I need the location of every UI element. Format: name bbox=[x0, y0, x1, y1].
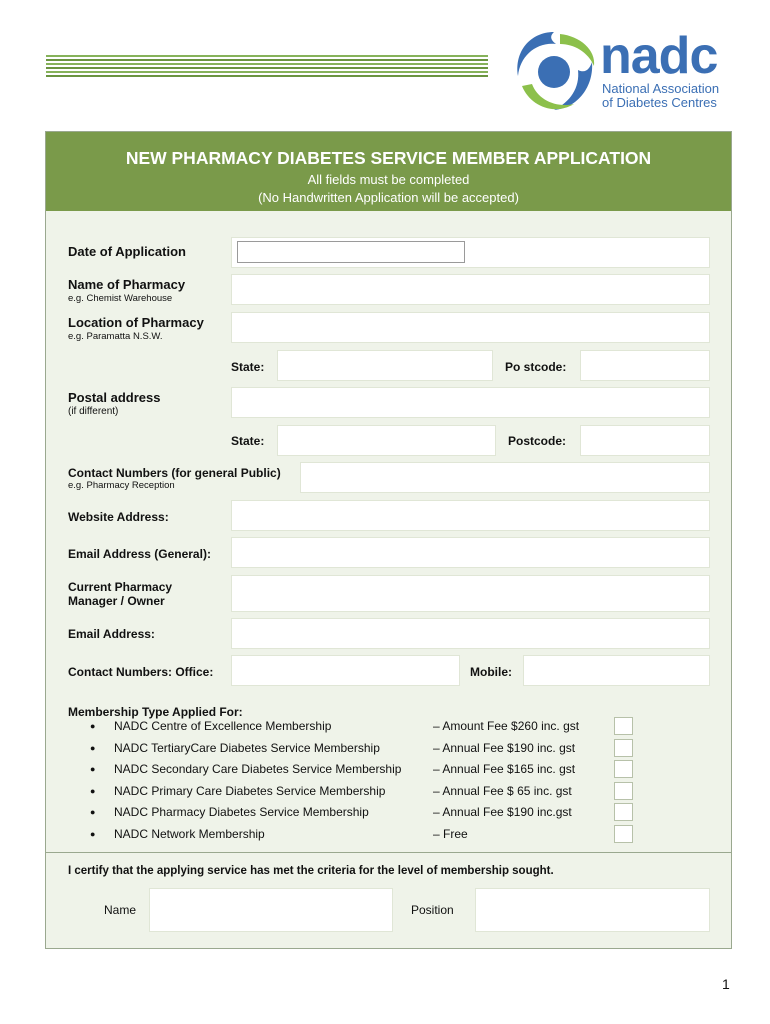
position-label: Position bbox=[411, 903, 454, 917]
postcode-input-2[interactable] bbox=[580, 425, 710, 456]
bullet-icon: ● bbox=[90, 807, 96, 817]
membership-checkbox[interactable] bbox=[614, 825, 633, 843]
date-input[interactable] bbox=[237, 241, 465, 263]
website-input[interactable] bbox=[231, 500, 710, 531]
location-label: Location of Pharmacy bbox=[68, 315, 204, 330]
date-label: Date of Application bbox=[68, 244, 186, 259]
bullet-icon: ● bbox=[90, 786, 96, 796]
contact-public-example: e.g. Pharmacy Reception bbox=[68, 480, 175, 491]
state-label-2: State: bbox=[231, 434, 265, 448]
membership-item-fee: – Free bbox=[433, 827, 468, 841]
postcode-label-1: Po stcode: bbox=[505, 360, 567, 374]
pharmacy-name-input[interactable] bbox=[231, 274, 710, 305]
membership-checkbox[interactable] bbox=[614, 717, 633, 735]
date-field-bg bbox=[231, 237, 710, 268]
membership-checkbox[interactable] bbox=[614, 803, 633, 821]
nadc-logo bbox=[508, 26, 738, 116]
state-label-1: State: bbox=[231, 360, 265, 374]
website-label: Website Address: bbox=[68, 510, 169, 524]
location-input[interactable] bbox=[231, 312, 710, 343]
position-input[interactable] bbox=[475, 888, 710, 932]
manager-input[interactable] bbox=[231, 575, 710, 612]
section-divider bbox=[46, 852, 731, 853]
logo-subtitle-line2: of Diabetes Centres bbox=[602, 95, 717, 110]
mobile-label: Mobile: bbox=[470, 665, 512, 679]
email-label: Email Address: bbox=[68, 627, 155, 641]
name-label: Name bbox=[104, 903, 137, 917]
postcode-input-1[interactable] bbox=[580, 350, 710, 381]
bullet-icon: ● bbox=[90, 764, 96, 774]
bullet-icon: ● bbox=[90, 721, 96, 731]
membership-item-fee: – Amount Fee $260 inc. gst bbox=[433, 719, 580, 733]
form-instructions-1: All fields must be completed bbox=[307, 172, 470, 187]
location-example: e.g. Paramatta N.S.W. bbox=[68, 331, 163, 342]
postcode-label-2: Postcode: bbox=[508, 434, 567, 448]
header-rule bbox=[46, 55, 488, 81]
email-input[interactable] bbox=[231, 618, 710, 649]
bullet-icon: ● bbox=[90, 829, 96, 839]
membership-item-fee: – Annual Fee $190 inc. gst bbox=[433, 741, 576, 755]
membership-checkbox[interactable] bbox=[614, 760, 633, 778]
membership-heading: Membership Type Applied For: bbox=[68, 705, 243, 719]
membership-checkbox[interactable] bbox=[614, 782, 633, 800]
membership-item-name: NADC TertiaryCare Diabetes Service Membership bbox=[114, 741, 380, 755]
state-input-1[interactable] bbox=[277, 350, 493, 381]
membership-item-name: NADC Centre of Excellence Membership bbox=[114, 719, 332, 733]
manager-label-2: Manager / Owner bbox=[68, 594, 165, 608]
application-form bbox=[45, 131, 732, 949]
postal-sub: (if different) bbox=[68, 406, 119, 417]
contact-public-input[interactable] bbox=[300, 462, 710, 493]
contact-office-label: Contact Numbers: Office: bbox=[68, 665, 214, 679]
email-general-label: Email Address (General): bbox=[68, 547, 211, 561]
membership-item-name: NADC Network Membership bbox=[114, 827, 265, 841]
logo-wordmark: nadc bbox=[600, 27, 718, 85]
email-general-input[interactable] bbox=[231, 537, 710, 568]
pharmacy-name-example: e.g. Chemist Warehouse bbox=[68, 293, 173, 304]
logo-subtitle bbox=[602, 82, 719, 110]
membership-item-name: NADC Secondary Care Diabetes Service Membership bbox=[114, 762, 402, 776]
postal-address-input[interactable] bbox=[231, 387, 710, 418]
mobile-input[interactable] bbox=[523, 655, 710, 686]
form-banner bbox=[46, 132, 731, 211]
membership-item-name: NADC Pharmacy Diabetes Service Membership bbox=[114, 805, 369, 819]
bullet-icon: ● bbox=[90, 743, 96, 753]
membership-item-name: NADC Primary Care Diabetes Service Membership bbox=[114, 784, 386, 798]
membership-item-fee: – Annual Fee $165 inc. gst bbox=[433, 762, 576, 776]
nadc-swirl-icon bbox=[508, 26, 600, 116]
form-title: NEW PHARMACY DIABETES SERVICE MEMBER APPLICATION bbox=[125, 148, 652, 168]
contact-public-label: Contact Numbers (for general Public) bbox=[68, 466, 281, 480]
page-number: 1 bbox=[722, 976, 730, 992]
membership-item-fee: – Annual Fee $190 inc.gst bbox=[433, 805, 572, 819]
pharmacy-name-label: Name of Pharmacy bbox=[68, 277, 186, 292]
state-input-2[interactable] bbox=[277, 425, 496, 456]
postal-label: Postal address bbox=[68, 390, 161, 405]
membership-checkbox[interactable] bbox=[614, 739, 633, 757]
logo-subtitle-line1: National Association bbox=[602, 81, 720, 96]
office-phone-input[interactable] bbox=[231, 655, 460, 686]
certify-statement: I certify that the applying service has met the criteria for the level of membership sought. bbox=[68, 865, 554, 877]
name-input[interactable] bbox=[149, 888, 393, 932]
form-instructions-2: (No Handwritten Application will be accepted) bbox=[258, 190, 519, 205]
manager-label-1: Current Pharmacy bbox=[68, 580, 173, 594]
membership-item-fee: – Annual Fee $ 65 inc. gst bbox=[433, 784, 572, 798]
